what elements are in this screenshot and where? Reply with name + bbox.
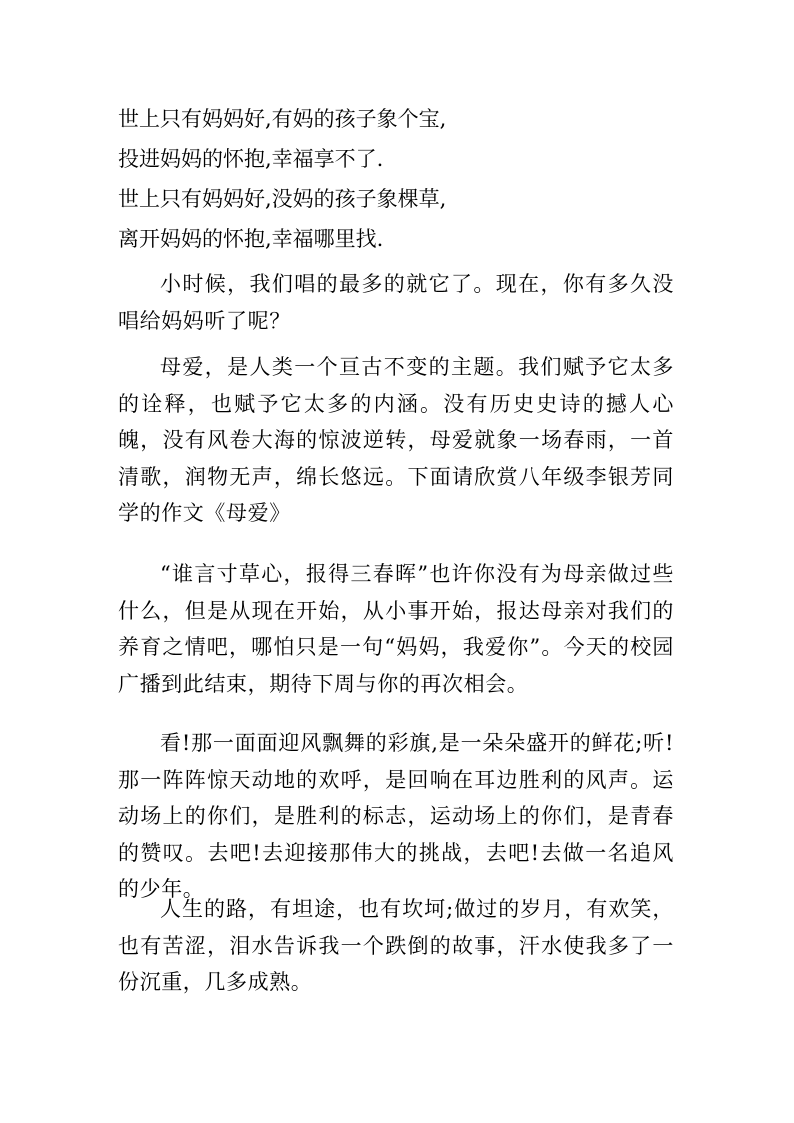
paragraph-life: 人生的路，有坦途，也有坎坷;做过的岁月，有欢笑，也有苦涩，泪水告诉我一个跌倒的故事，汗水使我多了一份沉重，几多成熟。 <box>118 897 674 994</box>
poem-line: 投进妈妈的怀抱,幸福享不了. <box>118 147 384 171</box>
paragraph-closing: “谁言寸草心，报得三春晖”也许你没有为母亲做过些什么，但是从现在开始，从小事开始，报达母亲对我们的养育之情吧，哪怕只是一句“妈妈，我爱你”。今天的校园广播到此结束，期待下周与你的再次相会。 <box>118 562 674 696</box>
poem-line: 世上只有妈妈好,没妈的孩子象棵草, <box>118 187 447 211</box>
poem-line: 世上只有妈妈好,有妈的孩子象个宝, <box>118 107 447 131</box>
paragraph-mother-love: 母爱，是人类一个亘古不变的主题。我们赋予它太多的诠释，也赋予它太多的内涵。没有历史史诗的撼人心魄，没有风卷大海的惊波逆转，母爱就象一场春雨，一首清歌，润物无声，绵长悠远。下面请欣赏八年级李银芳同学的作文《母爱》 <box>118 355 674 525</box>
paragraph-intro: 小时候，我们唱的最多的就它了。现在，你有多久没唱给妈妈听了呢？ <box>118 272 674 333</box>
poem-line: 离开妈妈的怀抱,幸福哪里找. <box>118 227 384 251</box>
paragraph-sports: 看!那一面面迎风飘舞的彩旗,是一朵朵盛开的鲜花;听!那一阵阵惊天动地的欢呼，是回响在耳边胜利的风声。运动场上的你们，是胜利的标志，运动场上的你们，是青春的赞叹。去吧!去迎接那伟大的挑战，去吧!去做一名追风的少年。 <box>118 731 674 901</box>
